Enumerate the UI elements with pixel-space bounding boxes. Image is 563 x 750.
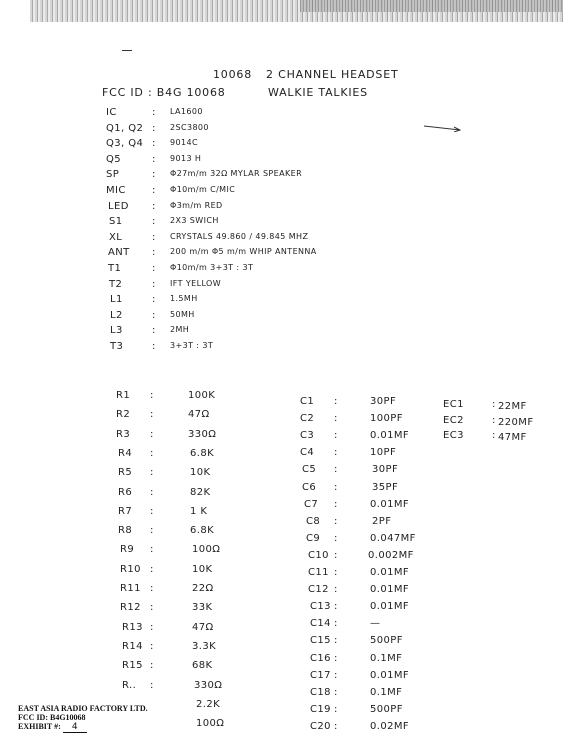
capacitor-colon: :	[334, 396, 338, 407]
spec-colon: :	[152, 153, 156, 165]
spec-ref: Q5	[106, 153, 122, 165]
spec-ref: IC	[106, 107, 117, 118]
spec-colon: :	[152, 294, 156, 306]
resistor-ref: R2	[116, 409, 131, 421]
spec-colon: :	[152, 216, 156, 228]
resistor-value: 47Ω	[192, 621, 214, 633]
capacitor-colon: :	[334, 601, 338, 613]
capacitor-ref: C4	[300, 447, 315, 459]
spec-value: 200 m/m Φ5 m/m WHIP ANTENNA	[170, 247, 317, 257]
resistor-colon: :	[150, 544, 154, 556]
spec-value: 9014C	[170, 138, 198, 148]
fcc-id-heading: FCC ID : B4G 10068	[102, 86, 226, 99]
spec-value: LA1600	[170, 107, 203, 116]
capacitor-colon: :	[334, 618, 338, 630]
capacitor-ref: C19	[310, 703, 331, 715]
spec-colon: :	[152, 247, 156, 259]
capacitor-value: 30PF	[370, 396, 397, 407]
spec-value: 1.5MH	[170, 294, 198, 304]
spec-colon: :	[152, 341, 156, 352]
capacitor-value: 0.047MF	[370, 532, 416, 544]
spec-ref: Q3, Q4	[106, 138, 144, 150]
spec-ref: Q1, Q2	[106, 122, 144, 134]
spec-value: Φ10m/m 3+3T : 3T	[170, 263, 254, 272]
resistor-ref: R9	[120, 544, 135, 556]
capacitor-value: 0.01MF	[370, 498, 410, 510]
capacitor-value: 500PF	[370, 703, 403, 715]
capacitor-ref: C3	[300, 430, 315, 442]
resistor-ref: R..	[122, 679, 137, 691]
resistor-ref: R7	[118, 505, 133, 517]
resistor-colon: :	[150, 621, 154, 633]
capacitor-ref: C11	[308, 567, 329, 578]
spec-value: 3+3T : 3T	[170, 341, 214, 350]
resistor-ref: R8	[118, 525, 133, 537]
resistor-ref: R4	[118, 447, 133, 459]
resistor-colon: :	[150, 679, 154, 691]
spec-ref: S1	[109, 216, 123, 228]
spec-colon: :	[152, 325, 156, 337]
electrolytic-value: 47MF	[498, 432, 527, 443]
capacitor-colon: :	[334, 447, 338, 459]
resistor-colon: :	[150, 409, 154, 421]
capacitor-value: 10PF	[370, 447, 397, 459]
resistor-colon: :	[150, 525, 154, 537]
resistor-ref: R12	[120, 602, 141, 614]
resistor-colon: :	[150, 390, 154, 401]
resistor-value: 22Ω	[192, 583, 214, 594]
resistor-colon: :	[150, 583, 154, 594]
resistor-ref: R11	[120, 583, 141, 594]
capacitor-colon: :	[334, 669, 338, 681]
capacitor-ref: C16	[310, 652, 331, 664]
resistor-value: 6.8K	[190, 525, 215, 537]
resistor-value: 33K	[192, 602, 213, 614]
capacitor-colon: :	[334, 703, 338, 715]
resistor-colon: :	[150, 486, 154, 498]
document-subtitle: WALKIE TALKIES	[268, 86, 368, 99]
resistor-value: 82K	[190, 486, 211, 498]
resistor-value: 1 K	[190, 505, 208, 517]
capacitor-value: 0.02MF	[370, 720, 410, 732]
resistor-ref: R6	[118, 486, 133, 498]
resistor-value: 47Ω	[188, 409, 210, 421]
electrolytic-value: 22MF	[498, 401, 527, 412]
capacitor-ref: C6	[302, 481, 317, 493]
capacitor-ref: C17	[310, 669, 331, 681]
capacitor-colon: :	[334, 720, 338, 732]
resistor-value: 100K	[188, 390, 216, 401]
capacitor-colon: :	[334, 584, 338, 596]
resistor-ref: R10	[120, 563, 141, 575]
resistor-colon: :	[150, 602, 154, 614]
spec-value: CRYSTALS 49.860 / 49.845 MHZ	[170, 231, 309, 241]
electrolytic-ref: EC3	[443, 430, 464, 441]
capacitor-colon: :	[334, 635, 338, 647]
capacitor-colon: :	[334, 413, 338, 425]
company-stamp	[18, 704, 148, 733]
resistor-value: 3.3K	[192, 640, 217, 652]
capacitor-value: 100PF	[370, 413, 403, 425]
stray-mark	[122, 50, 132, 51]
resistor-colon: :	[150, 640, 154, 652]
spec-ref: T2	[109, 278, 123, 290]
spec-value: Φ3m/m RED	[170, 200, 223, 210]
resistor-ref: R3	[116, 428, 131, 440]
capacitor-value: 0.01MF	[370, 567, 410, 578]
capacitor-colon: :	[334, 567, 338, 578]
spec-ref: SP	[106, 169, 120, 181]
resistor-value: 330Ω	[194, 679, 223, 691]
resistor-value: 68K	[192, 660, 213, 672]
document-title: 2 CHANNEL HEADSET	[266, 68, 399, 81]
capacitor-value: 0.01MF	[370, 430, 410, 442]
resistor-ref: R13	[122, 621, 143, 633]
capacitor-value: 0.01MF	[370, 669, 410, 681]
resistor-ref: R15	[122, 660, 143, 672]
electrolytic-colon: :	[492, 414, 496, 426]
stamp-fcc-id: FCC ID: B4G10068	[18, 713, 86, 722]
spec-colon: :	[152, 107, 156, 118]
capacitor-value: 35PF	[372, 481, 399, 493]
spec-value: 9013 H	[170, 153, 202, 163]
spec-value: Φ27m/m 32Ω MYLAR SPEAKER	[170, 169, 303, 179]
spec-ref: L2	[110, 309, 123, 321]
spec-colon: :	[152, 309, 156, 321]
capacitor-value: 30PF	[372, 464, 399, 476]
capacitor-ref: C9	[306, 532, 321, 544]
spec-value: IFT YELLOW	[170, 278, 222, 288]
exhibit-number: 4	[63, 723, 87, 733]
capacitor-colon: :	[334, 549, 338, 561]
spec-value: 2X3 SWICH	[170, 216, 219, 226]
capacitor-value: 0.1MF	[370, 686, 403, 698]
electrolytic-ref: EC2	[443, 414, 464, 426]
resistor-colon: :	[150, 660, 154, 672]
resistor-ref: R5	[118, 467, 133, 479]
capacitor-ref: C5	[302, 464, 317, 476]
capacitor-value: 0.01MF	[370, 584, 410, 596]
capacitor-colon: :	[334, 498, 338, 510]
capacitor-colon: :	[334, 532, 338, 544]
spec-ref: MIC	[106, 185, 126, 196]
arrow-mark	[424, 124, 462, 132]
spec-value: 2SC3800	[170, 122, 209, 132]
capacitor-ref: C14	[310, 618, 331, 630]
scan-artifact	[300, 0, 563, 12]
capacitor-ref: C7	[304, 498, 319, 510]
spec-colon: :	[152, 263, 156, 274]
capacitor-ref: C10	[308, 549, 329, 561]
spec-ref: ANT	[108, 247, 130, 259]
spec-value: Φ10m/m C/MIC	[170, 185, 236, 194]
electrolytic-value: 220MF	[498, 416, 534, 428]
capacitor-colon: :	[334, 464, 338, 476]
spec-colon: :	[152, 169, 156, 181]
resistor-colon: :	[150, 505, 154, 517]
resistor-ref: R14	[122, 640, 143, 652]
spec-colon: :	[152, 185, 156, 196]
resistor-value: 10K	[190, 467, 211, 479]
capacitor-colon: :	[334, 515, 338, 527]
capacitor-value: 0.002MF	[368, 549, 414, 561]
resistor-value: 100Ω	[192, 544, 221, 556]
capacitor-ref: C8	[306, 515, 321, 527]
spec-colon: :	[152, 138, 156, 150]
company-name: EAST ASIA RADIO FACTORY LTD.	[18, 704, 148, 713]
capacitor-ref: C1	[300, 396, 315, 407]
resistor-colon: :	[150, 447, 154, 459]
capacitor-value: 500PF	[370, 635, 403, 647]
spec-colon: :	[152, 278, 156, 290]
spec-colon: :	[152, 200, 156, 212]
capacitor-ref: C12	[308, 584, 329, 596]
electrolytic-colon: :	[492, 399, 496, 410]
resistor-colon: :	[150, 428, 154, 440]
capacitor-ref: C2	[300, 413, 315, 425]
resistor-value: 100Ω	[196, 718, 225, 730]
resistor-value: 330Ω	[188, 428, 217, 440]
capacitor-colon: :	[334, 652, 338, 664]
capacitor-ref: C18	[310, 686, 331, 698]
capacitor-colon: :	[334, 481, 338, 493]
resistor-ref: R1	[116, 390, 131, 401]
exhibit-label: EXHIBIT #:	[18, 722, 61, 731]
spec-colon: :	[152, 231, 156, 243]
capacitor-value: 0.01MF	[370, 601, 410, 613]
electrolytic-colon: :	[492, 430, 496, 441]
resistor-value: 2.2K	[196, 698, 221, 710]
capacitor-ref: C13	[310, 601, 331, 613]
spec-ref: L1	[110, 294, 123, 306]
spec-value: 50MH	[170, 309, 195, 319]
exhibit-line	[18, 722, 148, 733]
capacitor-colon: :	[334, 686, 338, 698]
spec-colon: :	[152, 122, 156, 134]
resistor-value: 10K	[192, 563, 213, 575]
capacitor-ref: C20	[310, 720, 331, 732]
spec-value: 2MH	[170, 325, 190, 335]
resistor-colon: :	[150, 563, 154, 575]
resistor-colon: :	[150, 467, 154, 479]
resistor-value: 6.8K	[190, 447, 215, 459]
capacitor-value: 0.1MF	[370, 652, 403, 664]
spec-ref: L3	[110, 325, 123, 337]
spec-ref: LED	[108, 200, 129, 212]
spec-ref: XL	[109, 231, 123, 243]
spec-ref: T1	[108, 263, 122, 274]
capacitor-ref: C15	[310, 635, 331, 647]
spec-ref: T3	[110, 341, 124, 352]
capacitor-value: —	[370, 618, 381, 630]
model-number: 10068	[213, 68, 252, 81]
capacitor-colon: :	[334, 430, 338, 442]
capacitor-value: 2PF	[372, 515, 392, 527]
electrolytic-ref: EC1	[443, 399, 464, 410]
